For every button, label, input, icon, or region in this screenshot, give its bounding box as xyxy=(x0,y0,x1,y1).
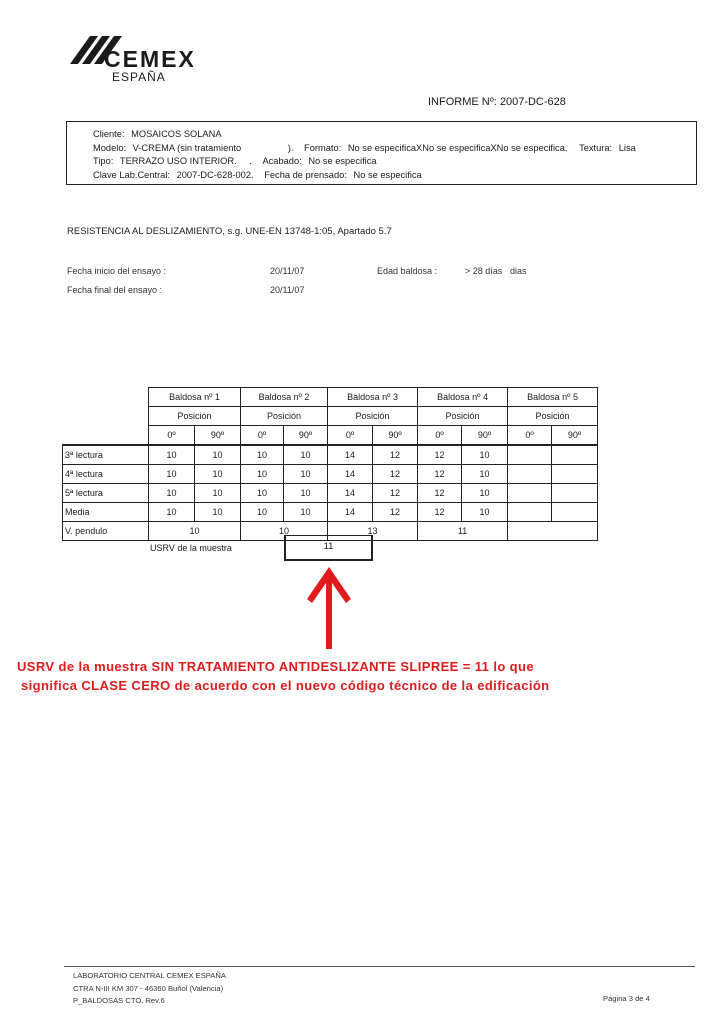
footer-divider xyxy=(64,966,695,967)
pendulo-cell xyxy=(508,522,598,541)
row-label: Media xyxy=(63,503,149,522)
cell: 10 xyxy=(284,465,328,484)
tipo-value: TERRAZO USO INTERIOR. xyxy=(119,156,237,166)
row-label: 5ª lectura xyxy=(63,484,149,503)
cell: 10 xyxy=(462,445,508,465)
footer-page-number: Página 3 de 4 xyxy=(603,994,650,1003)
formato-label: Formato: xyxy=(304,142,342,153)
cell: 10 xyxy=(195,503,241,522)
clave-row xyxy=(93,169,696,183)
tipo-label: Tipo: xyxy=(93,156,114,166)
cell: 10 xyxy=(462,465,508,484)
table-header-row xyxy=(63,388,598,407)
fecha-inicio-label: Fecha inicio del ensayo : xyxy=(67,266,167,276)
cell xyxy=(552,465,598,484)
table-corner xyxy=(63,426,149,446)
angle-header: 90º xyxy=(195,426,241,446)
cell: 12 xyxy=(373,484,418,503)
row-label: 3ª lectura xyxy=(63,445,149,465)
cell: 14 xyxy=(328,465,373,484)
table-corner xyxy=(63,388,149,407)
cell: 10 xyxy=(149,445,195,465)
fecha-inicio-value: 20/11/07 xyxy=(270,266,305,276)
acabado-label: Acabado: xyxy=(262,156,302,166)
cell: 10 xyxy=(195,484,241,503)
report-number: INFORME Nº: 2007-DC-628 xyxy=(428,96,566,108)
fecha-final-label: Fecha final del ensayo : xyxy=(67,285,163,295)
cell: 10 xyxy=(149,465,195,484)
cell: 10 xyxy=(195,445,241,465)
edad-unit: dias xyxy=(510,266,527,276)
row-label: V. pendulo xyxy=(63,522,149,541)
cell: 12 xyxy=(418,465,462,484)
footer-doc-code: P_BALDOSAS CTO. Rev.6 xyxy=(73,996,165,1005)
footer-lab-name: LABORATORIO CENTRAL CEMEX ESPAÑA xyxy=(73,971,226,980)
table-corner xyxy=(63,407,149,426)
angle-header: 90º xyxy=(284,426,328,446)
clave-value: 2007-DC-628-002. xyxy=(176,169,254,180)
cell: 10 xyxy=(149,484,195,503)
angle-header: 0º xyxy=(418,426,462,446)
cell: 12 xyxy=(418,503,462,522)
angle-header: 90º xyxy=(552,426,598,446)
baldosa-header: Baldosa nº 5 xyxy=(508,388,598,407)
cell xyxy=(508,465,552,484)
baldosa-header: Baldosa nº 2 xyxy=(241,388,328,407)
cell: 14 xyxy=(328,445,373,465)
tipo-separator: . xyxy=(249,156,252,166)
conclusion-line-2: significa CLASE CERO de acuerdo con el nuevo código técnico de la edificación xyxy=(21,678,550,693)
baldosa-header: Baldosa nº 4 xyxy=(418,388,508,407)
cell xyxy=(508,445,552,465)
table-row xyxy=(63,484,598,503)
cliente-row xyxy=(93,128,696,142)
fecha-final-value: 20/11/07 xyxy=(270,285,305,295)
cell: 10 xyxy=(284,484,328,503)
angle-header: 0º xyxy=(241,426,284,446)
angle-header: 90º xyxy=(373,426,418,446)
posicion-header: Posición xyxy=(328,407,418,426)
up-arrow-icon xyxy=(306,566,352,650)
fecha-prensado-label: Fecha de prensado: xyxy=(264,169,347,180)
angle-header: 90º xyxy=(462,426,508,446)
angle-header: 0º xyxy=(508,426,552,446)
sample-info-box xyxy=(66,121,697,185)
cell: 12 xyxy=(418,484,462,503)
formato-value: No se especificaXNo se especificaXNo se especifica. xyxy=(347,142,568,153)
cell xyxy=(508,503,552,522)
table-row xyxy=(63,503,598,522)
cell: 12 xyxy=(418,445,462,465)
clave-label: Clave Lab.Central: xyxy=(93,169,170,180)
cell: 10 xyxy=(462,503,508,522)
cell: 12 xyxy=(373,465,418,484)
cell: 12 xyxy=(373,503,418,522)
posicion-header: Posición xyxy=(241,407,328,426)
cell: 10 xyxy=(241,445,284,465)
cell xyxy=(552,484,598,503)
cell: 10 xyxy=(284,445,328,465)
cell xyxy=(552,503,598,522)
cell: 10 xyxy=(462,484,508,503)
usrv-label: USRV de la muestra xyxy=(150,543,232,553)
cell: 14 xyxy=(328,503,373,522)
baldosa-header: Baldosa nº 3 xyxy=(328,388,418,407)
cell: 10 xyxy=(195,465,241,484)
posicion-header: Posición xyxy=(508,407,598,426)
edad-value: > 28 días xyxy=(465,266,503,276)
angle-header: 0º xyxy=(328,426,373,446)
acabado-value: No se especifica xyxy=(308,156,377,166)
modelo-label: Modelo: xyxy=(93,142,127,153)
cell: 10 xyxy=(284,503,328,522)
cliente-label: Cliente: xyxy=(93,129,125,139)
table-position-row xyxy=(63,407,598,426)
cell xyxy=(552,445,598,465)
textura-value: Lisa xyxy=(618,142,636,153)
row-label: 4ª lectura xyxy=(63,465,149,484)
footer-address: CTRA N-III KM 307 - 46360 Buñol (Valencia) xyxy=(73,984,224,993)
cell: 10 xyxy=(149,503,195,522)
cell: 14 xyxy=(328,484,373,503)
posicion-header: Posición xyxy=(149,407,241,426)
fecha-prensado-value: No se especifica xyxy=(353,169,422,180)
tipo-row xyxy=(93,155,696,169)
cell: 10 xyxy=(241,503,284,522)
table-angle-row xyxy=(63,426,598,446)
cell: 10 xyxy=(241,465,284,484)
conclusion-line-1: USRV de la muestra SIN TRATAMIENTO ANTIDESLIZANTE SLIPREE = 11 lo que xyxy=(17,659,534,674)
pendulo-cell: 10 xyxy=(241,522,328,541)
cell xyxy=(508,484,552,503)
angle-header: 0º xyxy=(149,426,195,446)
company-logo-name: CEMEX xyxy=(104,46,196,72)
pendulo-cell: 13 xyxy=(328,522,418,541)
edad-label: Edad baldosa : xyxy=(377,266,438,276)
table-row xyxy=(63,445,598,465)
modelo-close: ). xyxy=(287,142,294,153)
test-section-title: RESISTENCIA AL DESLIZAMIENTO, s.g. UNE-EN 13748-1:05, Apartado 5.7 xyxy=(67,226,392,237)
modelo-value: V-CREMA (sin tratamiento xyxy=(132,142,242,153)
table-row xyxy=(63,465,598,484)
slip-resistance-table xyxy=(62,387,598,541)
company-logo-subtitle: ESPAÑA xyxy=(112,70,166,84)
pendulo-cell: 11 xyxy=(418,522,508,541)
baldosa-header: Baldosa nº 1 xyxy=(149,388,241,407)
posicion-header: Posición xyxy=(418,407,508,426)
cell: 10 xyxy=(241,484,284,503)
pendulo-cell: 10 xyxy=(149,522,241,541)
cliente-value: MOSAICOS SOLANA xyxy=(131,129,222,139)
cell: 12 xyxy=(373,445,418,465)
usrv-value-box: 11 xyxy=(284,535,373,561)
textura-label: Textura: xyxy=(579,142,613,153)
modelo-row xyxy=(93,142,696,156)
